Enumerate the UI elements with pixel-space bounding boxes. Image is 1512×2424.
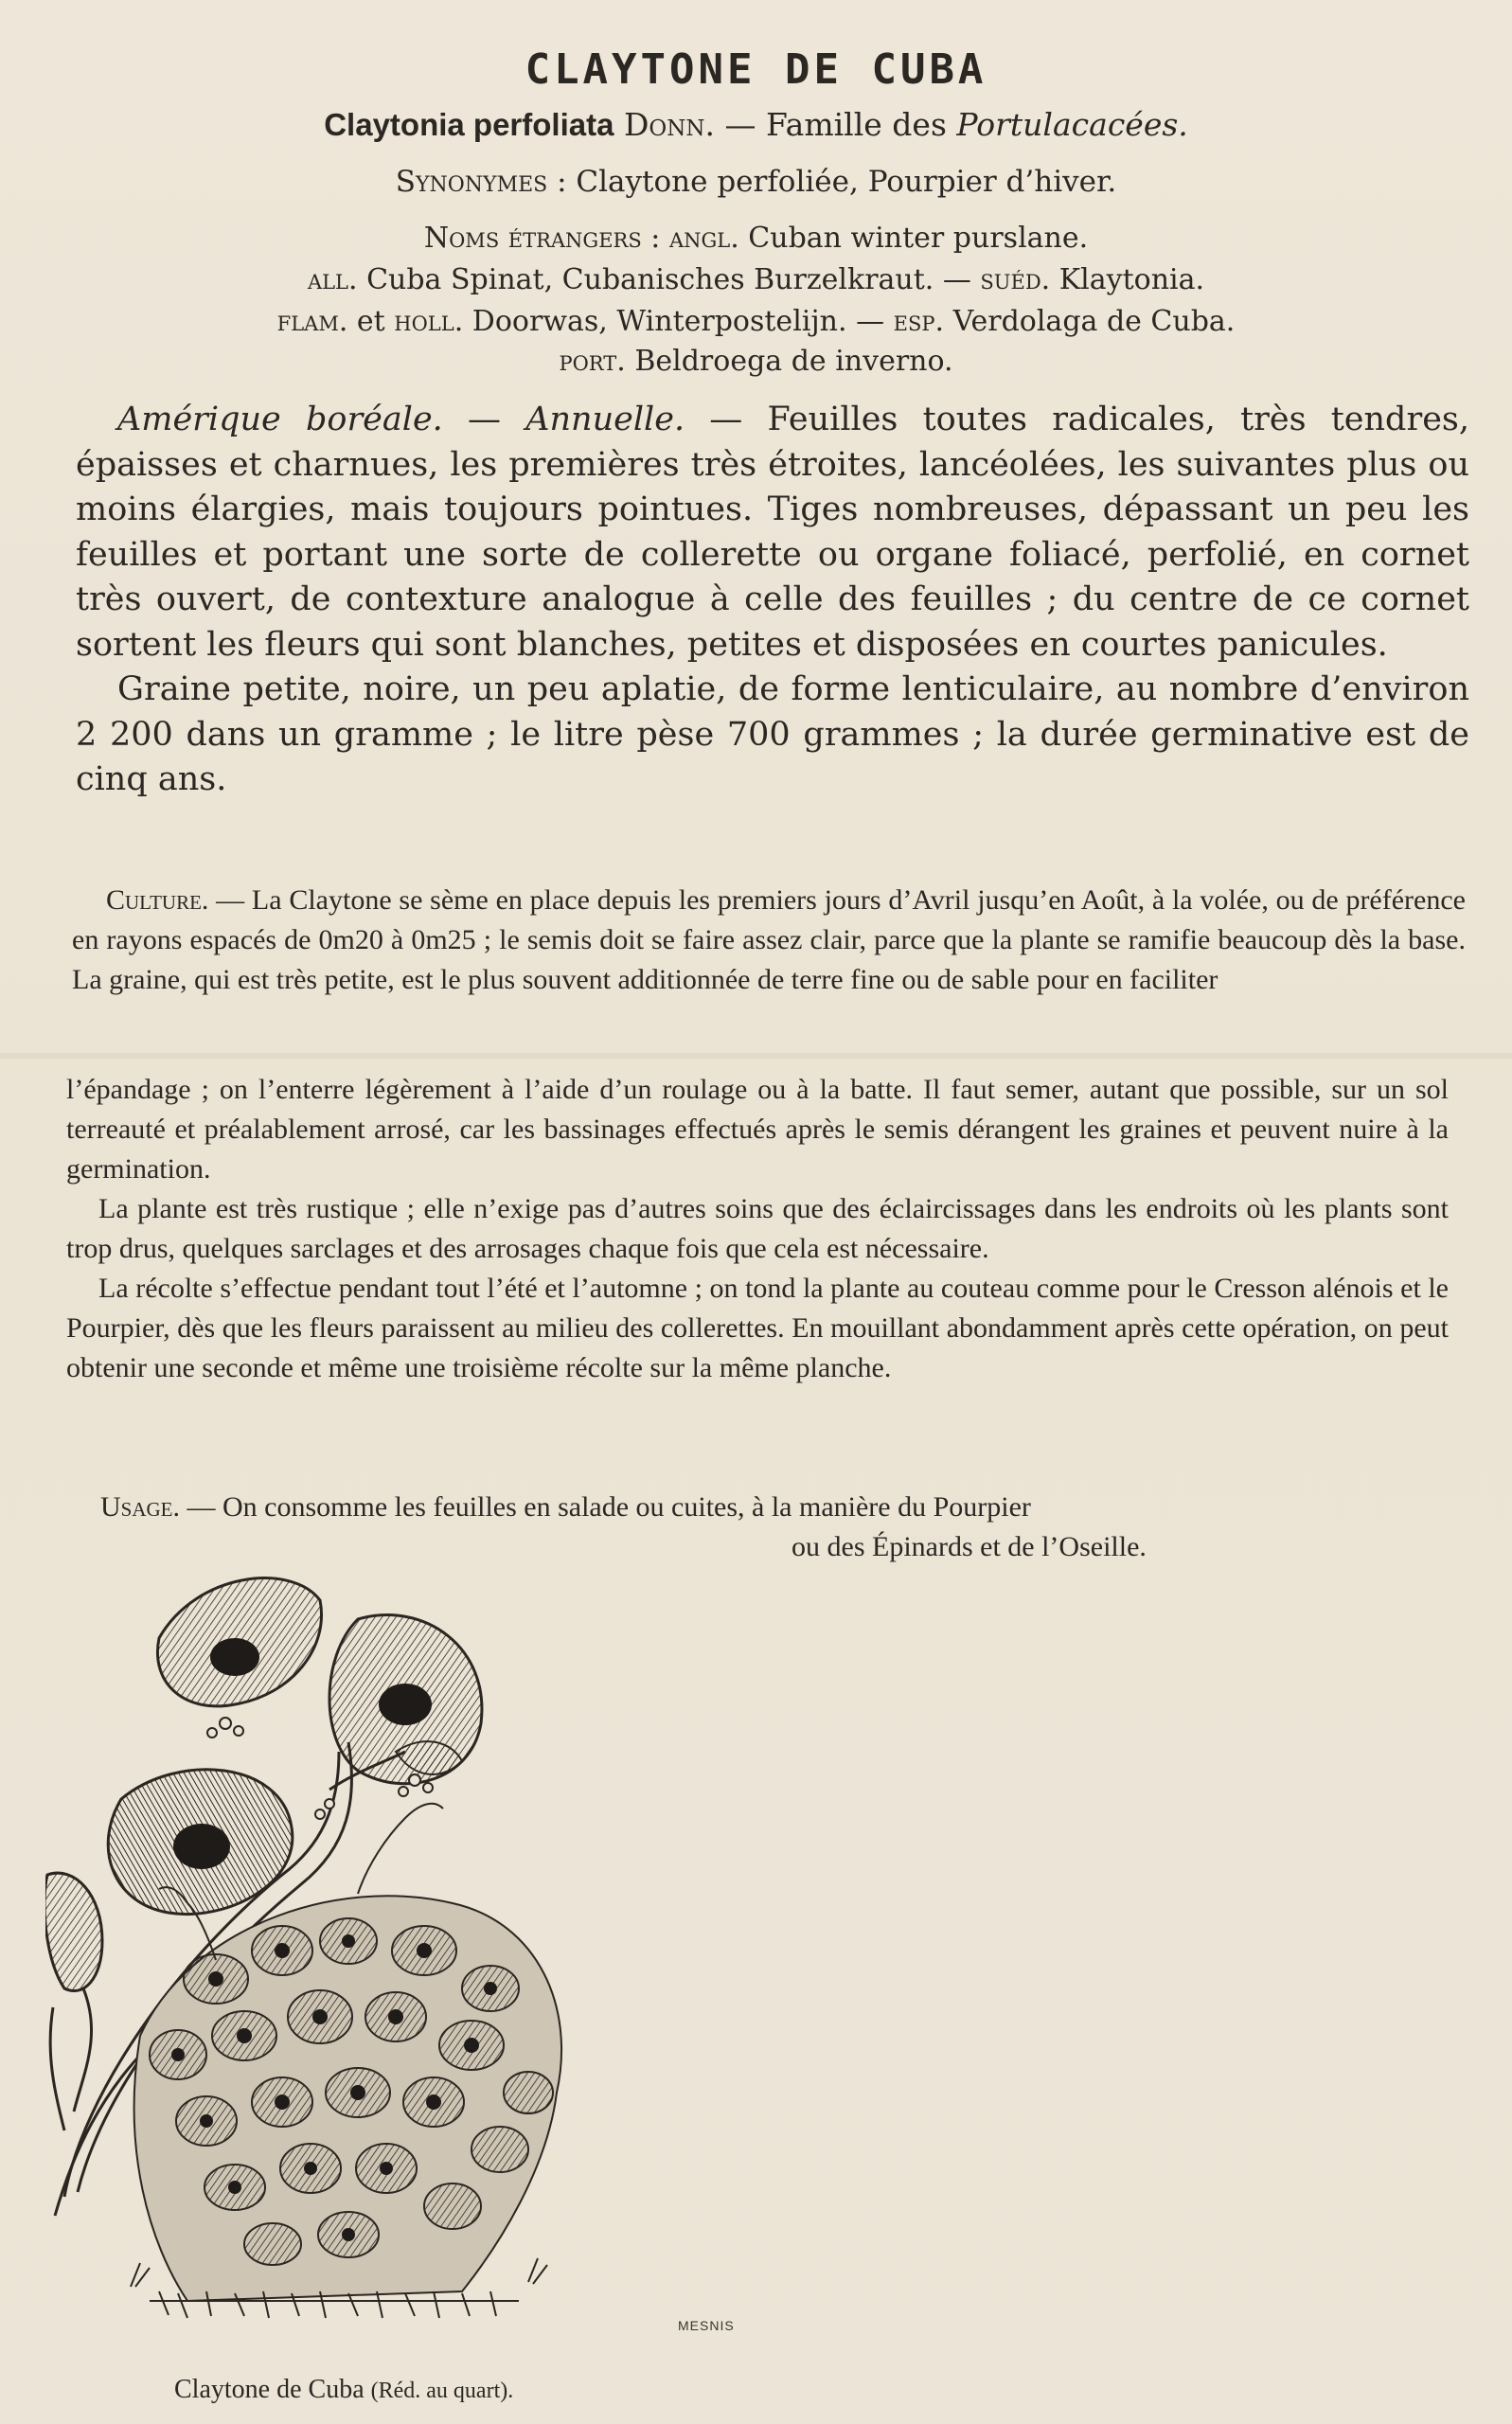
description-paragraph-2: Graine petite, noire, un peu aplatie, de forme lenticulaire, au nombre d’environ 2 200 dans un gramme ; le litre pèse 700 grammes ; la durée germinative est de cinq ans. [76, 670, 1469, 798]
german-name: Cuba Spinat, Cubanisches Burzelkraut. — [366, 263, 971, 296]
botanical-subtitle [0, 106, 1512, 143]
synonyms-label: Synonymes [395, 165, 548, 199]
culture-paragraph-1-continued: l’épandage ; on l’enterre légèrement à l’aide d’un roulage ou à la batte. Il faut semer, autant que possible, sur un sol terreauté et préalablement arrosé, car les bassinages effectués après le semis dérangent les graines et peuvent nuire à la germination. [66, 1074, 1449, 1185]
culture-paragraph-3: La récolte s’effectue pendant tout l’été et l’automne ; on tond la plante au couteau comme pour le Cresson alénois et le Pourpier, dès que les fleurs paraissent au milieu des collerettes. En mouillant abondamment après cette opération, on peut obtenir une seconde et même une troisième récolte sur la même planche. [66, 1273, 1449, 1383]
duration: Annuelle. [525, 401, 685, 438]
culture-paragraph-2: La plante est très rustique ; elle n’exige pas d’autres soins que des éclaircissages dans les endroits où les plants sont trop drus, quelques sarclages et des arrosages chaque fois que cela est nécessaire. [66, 1193, 1449, 1264]
author-abbrev: Donn. [623, 106, 716, 143]
foreign-names-label: Noms étrangers [423, 222, 642, 255]
spanish-name: Verdolaga de Cuba. [952, 305, 1236, 338]
lang-swedish: suéd. [980, 263, 1051, 296]
family-prefix: — Famille des [724, 106, 947, 143]
family-name: Portulacacées. [956, 106, 1188, 143]
lang-english: angl. [668, 222, 739, 255]
description-paragraph-1 [76, 398, 1469, 668]
culture-paragraph-1 [72, 881, 1466, 1000]
engraver-signature: MESNIS [678, 2318, 735, 2333]
culture-continued [66, 1070, 1449, 1388]
caption-note: (Réd. au quart). [370, 2379, 514, 2403]
lang-german: all. [307, 263, 358, 296]
lang-flemish: flam. [276, 305, 348, 338]
page-title: CLAYTONE DE CUBA [525, 45, 987, 94]
origin-dash: — [468, 401, 502, 438]
lang-connector: et [356, 305, 385, 338]
foreign-names-line-4 [0, 345, 1512, 378]
caption-title: Claytone de Cuba [174, 2375, 365, 2404]
usage-line-2: ou des Épinards et de l’Oseille. [792, 1531, 1147, 1562]
synonyms-line [0, 165, 1512, 199]
swedish-name: Klaytonia. [1058, 263, 1205, 296]
english-name: Cuban winter purslane. [748, 222, 1089, 255]
page-seam [0, 1053, 1512, 1059]
synonyms-text: : Claytone perfoliée, Pourpier d’hiver. [557, 165, 1117, 199]
foreign-names-line-2 [0, 263, 1512, 296]
description-section [76, 398, 1469, 803]
lang-portuguese: port. [559, 345, 626, 378]
usage-text: — On consomme les feuilles en salade ou cuites, à la manière du Pourpier [187, 1491, 1031, 1523]
foreign-names-colon: : [650, 222, 661, 255]
lang-spanish: esp. [893, 305, 945, 338]
latin-name: Claytonia perfoliata [324, 107, 614, 142]
usage-line-1 [100, 1488, 1460, 1526]
foreign-names-line-1 [0, 222, 1512, 255]
culture-text-1: — La Claytone se sème en place depuis les premiers jours d’Avril jusqu’en Août, à la volée, ou de préférence en rayons espacés de 0m20 à 0m25 ; le semis doit se faire assez clair, parce que la plante se ramifie beaucoup dès la base. La graine, qui est très petite, est le plus souvent additionnée de terre fine ou de sable pour en faciliter [72, 884, 1466, 995]
illustration-caption [174, 2375, 742, 2405]
usage-label: Usage. [100, 1491, 181, 1523]
culture-section [72, 881, 1466, 1000]
description-text: — Feuilles toutes radicales, très tendres, épaisses et charnues, les premières très étroites, lancéolées, les suivantes plus ou moins élargies, mais toujours pointues. Tiges nombreuses, dépassant un peu les feuilles et portant une sorte de collerette ou organe foliacé, perfolié, en cornet très ouvert, de contexture analogue à celle des feuilles ; du centre de ce cornet sortent les fleurs qui sont blanches, petites et disposées en courtes panicules. [76, 401, 1469, 664]
origin: Amérique boréale. [117, 401, 443, 438]
plant-engraving [45, 1562, 784, 2377]
foreign-names-line-3 [0, 305, 1512, 338]
dutch-name: Doorwas, Winterpostelijn. — [471, 305, 885, 338]
portuguese-name: Beldroega de inverno. [634, 345, 953, 378]
culture-label: Culture. [106, 884, 209, 916]
lang-dutch: holl. [394, 305, 464, 338]
